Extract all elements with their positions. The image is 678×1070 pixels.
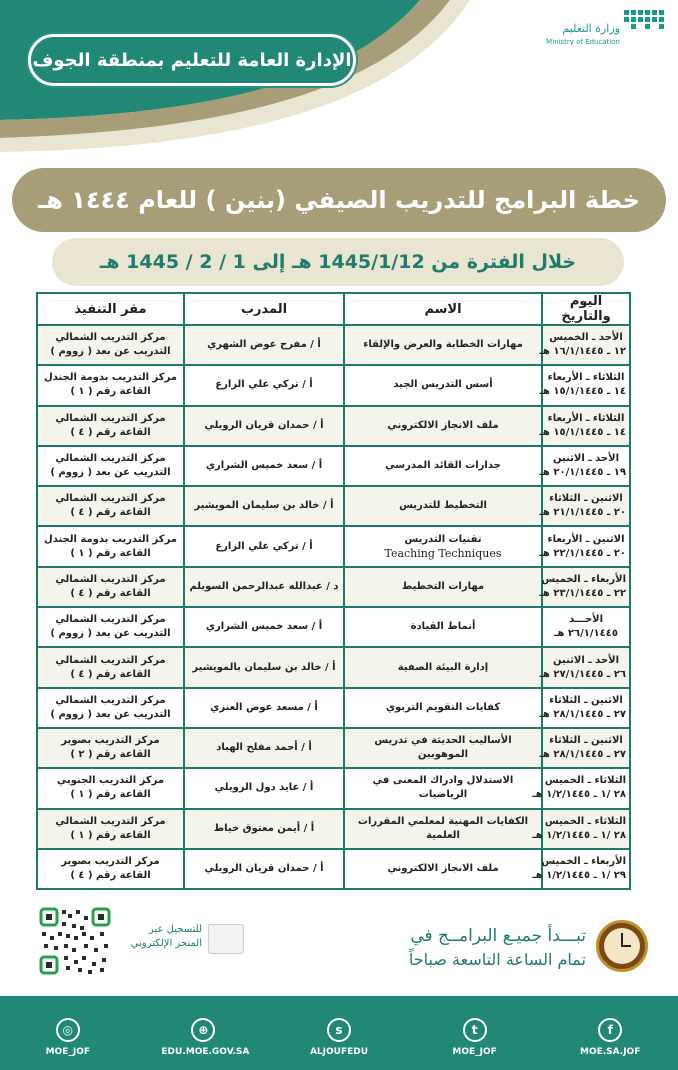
venue-room: التدريب عن بعد ( زووم ) [50, 467, 171, 479]
day-range: الثلاثاء ـ الأربعاء [547, 372, 625, 384]
day-date-cell [539, 446, 630, 486]
venue-room: التدريب عن بعد ( زووم ) [50, 628, 171, 640]
date-range: ١٤ ـ ١٥/١/١٤٤٥ هـ [539, 386, 626, 398]
day-range: الأربعاء ـ الخميس [541, 856, 626, 867]
twitter-icon: t [463, 1018, 487, 1042]
table-row [37, 647, 630, 687]
social-label: MOE_JOF [45, 1047, 90, 1057]
social-link-instagram[interactable] [26, 1018, 110, 1057]
ministry-name-en: Ministry of Education [546, 38, 620, 46]
venue-cell [37, 647, 184, 687]
day-date-cell [532, 768, 630, 808]
program-name: التخطيط للتدريس [399, 500, 487, 512]
day-range: الثلاثاء ـ الخميس [544, 775, 626, 787]
day-range: الاثنين ـ الثلاثاء [549, 735, 623, 747]
venue-center: مركز التدريب بدومة الجندل [44, 533, 177, 545]
program-name: تقنيات التدريس [404, 533, 482, 545]
program-name-cell [344, 567, 542, 607]
day-range: الثلاثاء ـ الأربعاء [547, 412, 625, 424]
day-date-cell [539, 567, 630, 607]
program-name-cell [344, 486, 542, 526]
page-title: خطة البرامج للتدريب الصيفي (بنين ) للعام ١٤٤٤ هـ [12, 168, 666, 232]
day-range: الأحد ـ الاثنين [552, 453, 620, 465]
program-name: مهارات الخطابة والعرض والإلقاء [363, 339, 523, 351]
venue-cell [37, 406, 184, 446]
venue-center: مركز التدريب الجنوبي [56, 775, 165, 787]
table-row [37, 849, 630, 889]
date-range: ١٤ ـ ١٥/١/١٤٤٥ هـ [539, 426, 626, 438]
venue-room: القاعة رقم ( ٤ ) [70, 668, 151, 680]
social-link-globe[interactable] [161, 1018, 250, 1057]
date-range: ٢٠ ـ ٢٢/١/١٤٤٥ هـ [539, 547, 626, 559]
trainer-cell: أ / أحمد مفلح الهباد [184, 728, 344, 768]
social-label: EDU.MOE.GOV.SA [161, 1047, 250, 1057]
date-range: ٢٨ /١ ـ ١/٢/١٤٤٥ هـ [532, 829, 626, 841]
venue-room: القاعة رقم ( ٤ ) [70, 507, 151, 519]
date-range: ٢٧ ـ ٢٨/١/١٤٤٥ هـ [539, 708, 626, 720]
program-name: الاستدلال وادراك المعنى في الرياضيات [372, 775, 514, 801]
globe-icon: ⊕ [191, 1018, 215, 1042]
period-subtitle: خلال الفترة من 1445/1/12 هـ إلى 1 / 2 / 1445 هـ [52, 238, 624, 286]
date-range: ٢٧ ـ ٢٨/١/١٤٤٥ هـ [539, 749, 626, 761]
date-range: ٢٦ ـ ٢٧/١/١٤٤٥ هـ [539, 668, 626, 680]
table-row [37, 768, 630, 808]
trainer-cell: أ / أيمن معتوق خياط [184, 809, 344, 849]
program-name: إدارة البيئة الصفية [397, 661, 489, 673]
program-name-cell [344, 526, 542, 566]
day-range: الاثنين ـ الثلاثاء [549, 493, 623, 505]
day-date-cell [539, 406, 630, 446]
trainer-cell: أ / حمدان قريان الرويلي [184, 849, 344, 889]
venue-center: مركز التدريب الشمالي [55, 332, 166, 344]
program-name-cell [344, 809, 542, 849]
registration-note [118, 920, 202, 966]
table-row [37, 728, 630, 768]
table-row [37, 688, 630, 728]
ministry-name-ar: وزارة التعليم [562, 22, 620, 35]
venue-cell [37, 809, 184, 849]
trainer-cell: د / عبدالله عبدالرحمن السويلم [184, 567, 344, 607]
venue-center: مركز التدريب بصوير [61, 735, 160, 747]
venue-cell [37, 567, 184, 607]
trainer-cell: أ / خالد بن سليمان المويشير [184, 486, 344, 526]
program-name: أنماط القيادة [410, 621, 476, 633]
program-name-cell [344, 688, 542, 728]
day-date-cell [539, 688, 630, 728]
venue-cell [37, 688, 184, 728]
program-name-cell [344, 768, 542, 808]
venue-room: القاعة رقم ( ٢ ) [70, 749, 151, 761]
venue-center: مركز التدريب الشمالي [55, 654, 166, 666]
program-name: مهارات التخطيط [401, 580, 485, 592]
venue-cell [37, 526, 184, 566]
day-date-cell [539, 365, 630, 405]
venue-center: مركز التدريب بدومة الجندل [44, 372, 177, 384]
venue-cell [37, 849, 184, 889]
day-date-cell [532, 849, 630, 889]
social-label: ALJOUFEDU [309, 1047, 369, 1057]
venue-center: مركز التدريب الشمالي [55, 614, 166, 626]
date-range: ٢٦/١/١٤٤٥ هـ [554, 628, 618, 640]
registration-line2: المنجز الإلكتروني [130, 938, 202, 949]
administration-title: الإدارة العامة للتعليم بمنطقة الجوف [28, 34, 356, 86]
date-range: ٢٠ ـ ٢١/١/١٤٤٥ هـ [539, 507, 626, 519]
trainer-cell: أ / مفرح عوض الشهري [184, 325, 344, 365]
program-name-english: Teaching Techniques [384, 546, 502, 560]
snapchat-icon: s [327, 1018, 351, 1042]
venue-cell [37, 728, 184, 768]
trainer-cell: أ / مسعد عوض العنزي [184, 688, 344, 728]
day-range: الاثنين ـ الأربعاء [547, 533, 625, 545]
table-row [37, 607, 630, 647]
table-row [37, 406, 630, 446]
day-range: الأحـــد [568, 614, 604, 626]
social-link-twitter[interactable] [433, 1018, 517, 1057]
venue-cell [37, 486, 184, 526]
venue-cell [37, 365, 184, 405]
table-row [37, 325, 630, 365]
venue-room: القاعة رقم ( ٤ ) [70, 587, 151, 599]
date-range: ٢٨ /١ ـ ١/٢/١٤٤٥ هـ [532, 789, 626, 801]
program-name-cell [344, 446, 542, 486]
table-row [37, 365, 630, 405]
clock-icon [596, 920, 648, 972]
column-header-trainer: المدرب [184, 293, 344, 325]
column-header-name: الاسم [344, 293, 542, 325]
venue-room: القاعة رقم ( ١ ) [70, 789, 151, 801]
program-name: أسس التدريس الجيد [393, 379, 493, 391]
social-label: MOE.SA.JOF [580, 1047, 641, 1057]
day-range: الأحد ـ الاثنين [552, 654, 620, 666]
date-range: ١٩ ـ ٢٠/١/١٤٤٥ هـ [539, 467, 626, 479]
venue-cell [37, 607, 184, 647]
trainer-cell: أ / سعد خميس الشراري [184, 446, 344, 486]
trainer-cell: أ / تركي علي الزارع [184, 526, 344, 566]
venue-room: التدريب عن بعد ( زووم ) [50, 708, 171, 720]
program-name: ملف الانجاز الالكتروني [387, 419, 499, 431]
trainer-cell: أ / تركي علي الزارع [184, 365, 344, 405]
column-header-day: اليوم والتاريخ [542, 293, 630, 325]
day-date-cell [539, 325, 630, 365]
day-range: الأربعاء ـ الخميس [541, 573, 626, 585]
day-range: الأحد ـ الخميس [549, 332, 623, 344]
day-date-cell [542, 607, 630, 647]
day-date-cell [539, 526, 630, 566]
program-name-cell [344, 607, 542, 647]
program-name: الأساليب الحديثة في تدريس الموهوبين [374, 735, 512, 761]
trainer-cell: أ / عايد دول الرويلي [184, 768, 344, 808]
social-link-facebook[interactable] [568, 1018, 652, 1057]
trainer-cell: أ / حمدان قريان الرويلي [184, 406, 344, 446]
trainer-cell: أ / خالد بن سليمان بالمويشير [184, 647, 344, 687]
table-row [37, 486, 630, 526]
ministry-logo [524, 8, 664, 52]
registration-line1: للتسجيل عبر [148, 924, 202, 935]
program-name: كفايات التقويم التربوي [385, 701, 501, 713]
venue-center: مركز التدريب الشمالي [55, 815, 166, 827]
table-row [37, 446, 630, 486]
day-date-cell [539, 486, 630, 526]
table-row [37, 526, 630, 566]
venue-cell [37, 446, 184, 486]
start-note-line1: تبـــدأ جميـع البرامــج في [410, 926, 586, 946]
venue-room: القاعة رقم ( ٤ ) [70, 870, 151, 881]
program-name-cell [344, 728, 542, 768]
venue-center: مركز التدريب الشمالي [55, 412, 166, 424]
trainer-cell: أ / سعد خميس الشراري [184, 607, 344, 647]
venue-center: مركز التدريب الشمالي [55, 453, 166, 465]
day-date-cell [539, 728, 630, 768]
instagram-icon: ◎ [56, 1018, 80, 1042]
program-name: جدارات القائد المدرسي [385, 460, 501, 472]
venue-center: مركز التدريب الشمالي [55, 694, 166, 706]
date-range: ١٢ ـ ١٦/١/١٤٤٥ هـ [539, 346, 626, 358]
achievement-system-logo [208, 924, 244, 954]
program-name-cell [344, 849, 542, 889]
facebook-icon: f [598, 1018, 622, 1042]
venue-room: التدريب عن بعد ( زووم ) [50, 346, 171, 358]
day-range: الثلاثاء ـ الخميس [544, 815, 626, 827]
venue-cell [37, 768, 184, 808]
program-name-cell [344, 325, 542, 365]
day-date-cell [532, 809, 630, 849]
schedule-table [36, 292, 631, 890]
day-date-cell [539, 647, 630, 687]
column-header-venue: مقر التنفيذ [37, 293, 184, 325]
venue-room: القاعة رقم ( ٤ ) [70, 426, 151, 438]
program-name-cell [344, 406, 542, 446]
qr-code-icon[interactable] [38, 906, 112, 976]
venue-cell [37, 325, 184, 365]
social-label: MOE_JOF [452, 1047, 497, 1057]
venue-room: القاعة رقم ( ١ ) [70, 829, 151, 841]
ministry-logo-icon [624, 10, 664, 40]
venue-center: مركز التدريب بصوير [61, 856, 160, 867]
venue-room: القاعة رقم ( ١ ) [70, 547, 151, 559]
program-name-cell [344, 647, 542, 687]
date-range: ٢٢ ـ ٢٣/١/١٤٤٥ هـ [539, 587, 626, 599]
table-header-row [37, 293, 630, 325]
program-name-cell [344, 365, 542, 405]
program-name: ملف الانجاز الالكتروني [387, 863, 499, 874]
venue-center: مركز التدريب الشمالي [55, 573, 166, 585]
table-row [37, 809, 630, 849]
program-name: الكفايات المهنية لمعلمي المقررات العلمية [357, 815, 529, 841]
day-range: الاثنين ـ الثلاثاء [549, 694, 623, 706]
date-range: ٢٩ /١ ـ ١/٢/١٤٤٥ هـ [532, 870, 626, 881]
start-note-line2: تمام الساعة التاسعة صباحاً [408, 950, 586, 969]
table-row [37, 567, 630, 607]
social-link-snapchat[interactable] [297, 1018, 381, 1057]
venue-room: القاعة رقم ( ١ ) [70, 386, 151, 398]
venue-center: مركز التدريب الشمالي [55, 493, 166, 505]
